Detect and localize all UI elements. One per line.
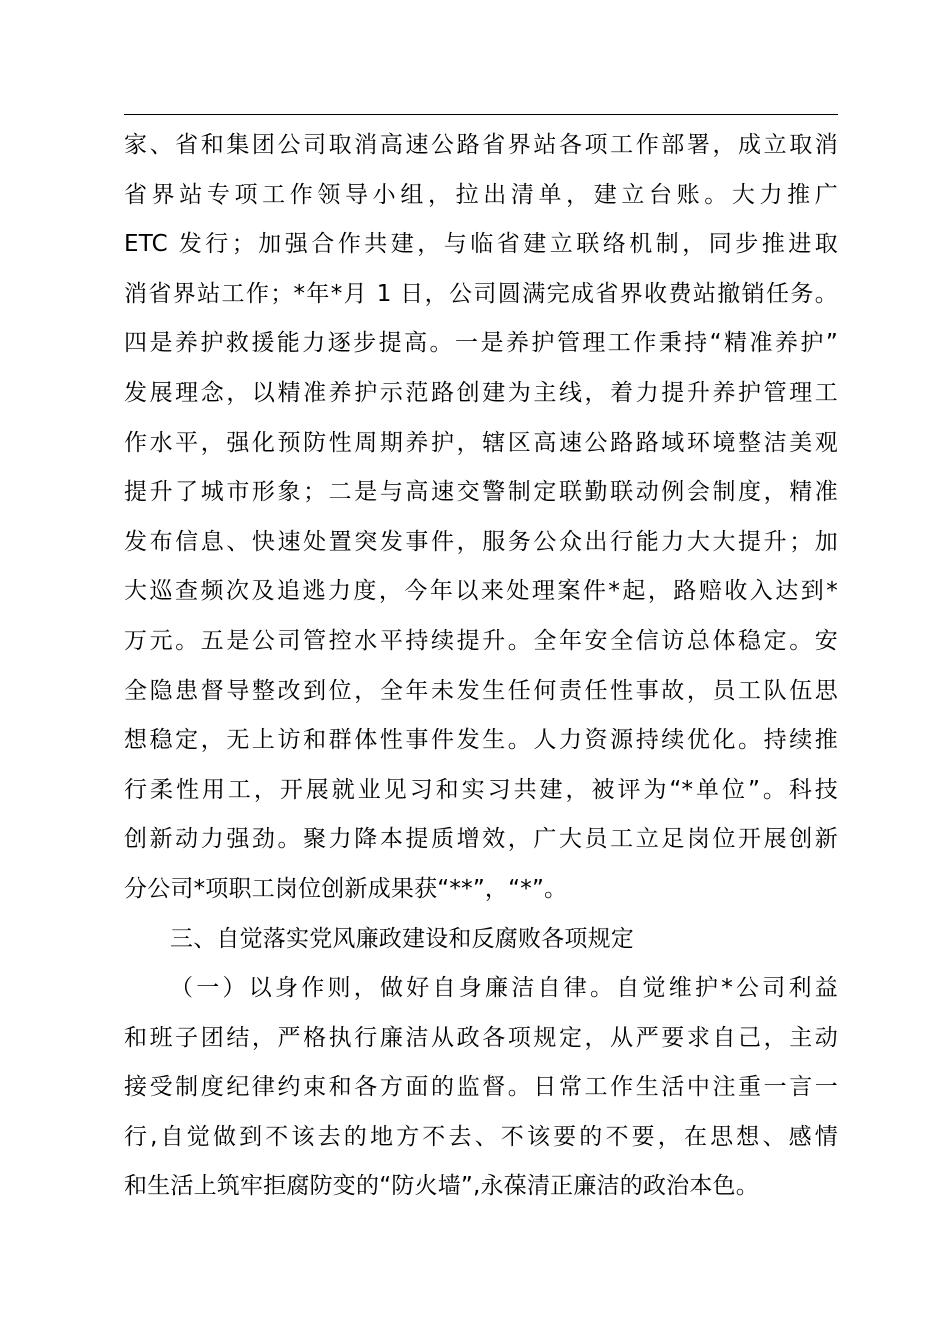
text-line: 大巡查频次及追逃力度，今年以来处理案件*起，路赔收入达到* — [124, 578, 838, 605]
text-line: 提升了城市形象；二是与高速交警制定联勤联动例会制度，精准 — [124, 479, 838, 506]
text-line: 作水平，强化预防性周期养护，辖区高速公路路域环境整洁美观 — [124, 429, 838, 456]
text-line: 全隐患督导整改到位，全年未发生任何责任性事故，员工队伍思 — [124, 677, 838, 704]
header-rule — [124, 114, 838, 115]
text-line: 接受制度纪律约束和各方面的监督。日常工作生活中注重一言一 — [124, 1074, 838, 1101]
text-line: 想稳定，无上访和群体性事件发生。人力资源持续优化。持续推 — [124, 727, 838, 754]
text-line: 分公司*项职工岗位创新成果获“**”，“*”。 — [124, 875, 568, 902]
text-line: ETC 发行；加强合作共建，与临省建立联络机制，同步推进取 — [124, 231, 838, 258]
text-line: 创新动力强劲。聚力降本提质增效，广大员工立足岗位开展创新 — [124, 826, 838, 853]
text-line: 消省界站工作；*年*月 1 日，公司圆满完成省界收费站撤销任务。 — [124, 280, 838, 307]
text-line: 和班子团结，严格执行廉洁从政各项规定，从严要求自己，主动 — [124, 1024, 838, 1051]
text-line: 行,自觉做到不该去的地方不去、不该要的不要，在思想、感情 — [124, 1123, 838, 1150]
text-line: 家、省和集团公司取消高速公路省界站各项工作部署，成立取消 — [124, 132, 838, 158]
text-line: 四是养护救援能力逐步提高。一是养护管理工作秉持“精准养护” — [124, 330, 838, 357]
text-line: 和生活上筑牢拒腐防变的“防火墙”,永葆清正廉洁的政治本色。 — [124, 1173, 759, 1200]
text-line: 省界站专项工作领导小组，拉出清单，建立台账。大力推广 — [124, 181, 838, 208]
section-heading: 三、自觉落实党风廉政建设和反腐败各项规定 — [170, 925, 634, 952]
text-line: 发展理念，以精准养护示范路创建为主线，着力提升养护管理工 — [124, 379, 838, 406]
text-line: 发布信息、快速处置突发事件，服务公众出行能力大大提升；加 — [124, 528, 838, 555]
document-body — [124, 121, 844, 1212]
text-line: 万元。五是公司管控水平持续提升。全年安全信访总体稳定。安 — [124, 627, 838, 654]
text-line: （一）以身作则，做好自身廉洁自律。自觉维护*公司利益 — [170, 975, 838, 1002]
text-line: 行柔性用工，开展就业见习和实习共建，被评为“*单位”。科技 — [124, 776, 838, 803]
